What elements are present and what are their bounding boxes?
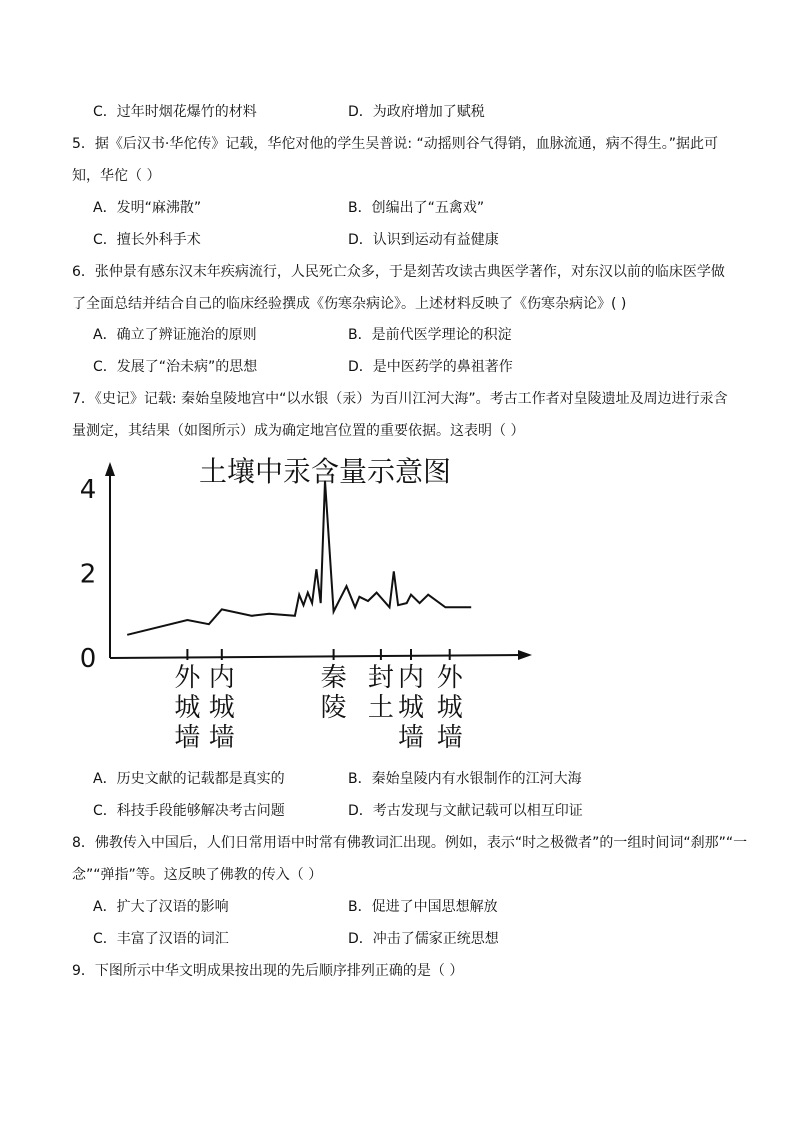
q6-option-b: B．是前代医学理论的积淀 — [348, 327, 512, 343]
q8-stem-line2: 念”“弹指”等。这反映了佛教的传入（ ） — [72, 867, 323, 883]
q8-option-d: D．冲击了儒家正统思想 — [348, 931, 499, 947]
y-tick-label: 0 — [79, 644, 97, 674]
q8-option-c: C．丰富了汉语的词汇 — [93, 931, 229, 947]
chart-title: 土壤中汞含量示意图 — [198, 455, 452, 488]
x-marker-label: 外城墙 — [436, 663, 463, 753]
q6-option-a: A．确立了辨证施治的原则 — [93, 327, 257, 343]
q7-option-d: D．考古发现与文献记载可以相互印证 — [348, 803, 583, 819]
q7-option-a: A．历史文献的记载都是真实的 — [93, 771, 285, 787]
y-tick-label: 4 — [79, 475, 97, 506]
q6-option-c: C．发展了“治未病”的思想 — [93, 359, 258, 375]
q7-stem-line2: 量测定，其结果（如图所示）成为确定地宫位置的重要依据。这表明（ ） — [72, 423, 525, 439]
x-marker-label: 外城墙 — [174, 663, 201, 753]
x-marker-label: 内城墙 — [397, 663, 425, 753]
y-tick-label: 2 — [79, 559, 97, 590]
q6-option-d: D．是中医药学的鼻祖著作 — [348, 359, 513, 375]
q4-option-d: D．为政府增加了赋税 — [348, 104, 485, 120]
q8-option-a: A．扩大了汉语的影响 — [93, 899, 229, 915]
x-marker-label: 内城墙 — [208, 663, 235, 753]
q7-option-b: B．秦始皇陵内有水银制作的江河大海 — [348, 771, 582, 787]
q7-stem-line1: 7．《史记》记载: 秦始皇陵地宫中“以水银（汞）为百川江河大海”。考古工作者对皇陵遗址及周边进行汞含 — [72, 391, 728, 407]
x-marker-label: 秦陵 — [320, 663, 347, 723]
q5-option-a: A．发明“麻沸散” — [93, 200, 202, 216]
q6-stem-line1: 6．张仲景有感东汉末年疾病流行，人民死亡众多，于是刻苦攻读古典医学著作，对东汉以前的临床医学做 — [72, 264, 725, 280]
q9-stem-line1: 9．下图所示中华文明成果按出现的先后顺序排列正确的是（ ） — [72, 963, 464, 979]
q5-option-b: B．创编出了“五禽戏” — [348, 200, 485, 216]
x-marker-label: 封土 — [367, 663, 394, 723]
q5-option-c: C．擅长外科手术 — [93, 232, 201, 248]
x-axis — [110, 655, 522, 658]
q8-option-b: B．促进了中国思想解放 — [348, 899, 498, 915]
q5-stem-line2: 知，华佗（ ） — [72, 168, 161, 184]
mercury-content-chart — [70, 448, 540, 753]
q5-stem-line1: 5．据《后汉书·华佗传》记载，华佗对他的学生吴普说: “动摇则谷气得销，血脉流通，病不得生。”据此可 — [72, 136, 719, 152]
q6-stem-line2: 了全面总结并结合自己的临床经验撰成《伤寒杂病论》。上述材料反映了《伤寒杂病论》( ) — [72, 296, 627, 312]
mercury-series-line — [127, 481, 471, 635]
x-axis-arrow — [518, 650, 532, 660]
x-location-markers — [174, 649, 463, 753]
q4-option-c: C．过年时烟花爆竹的材料 — [93, 104, 257, 120]
y-tick-labels — [80, 475, 97, 674]
y-axis-arrow — [105, 462, 115, 476]
q8-stem-line1: 8．佛教传入中国后，人们日常用语中时常有佛教词汇出现。例如，表示“时之极微者”的一组时间词“刹那”“一 — [72, 835, 748, 851]
q7-option-c: C．科技手段能够解决考古问题 — [93, 803, 285, 819]
q5-option-d: D．认识到运动有益健康 — [348, 232, 499, 248]
